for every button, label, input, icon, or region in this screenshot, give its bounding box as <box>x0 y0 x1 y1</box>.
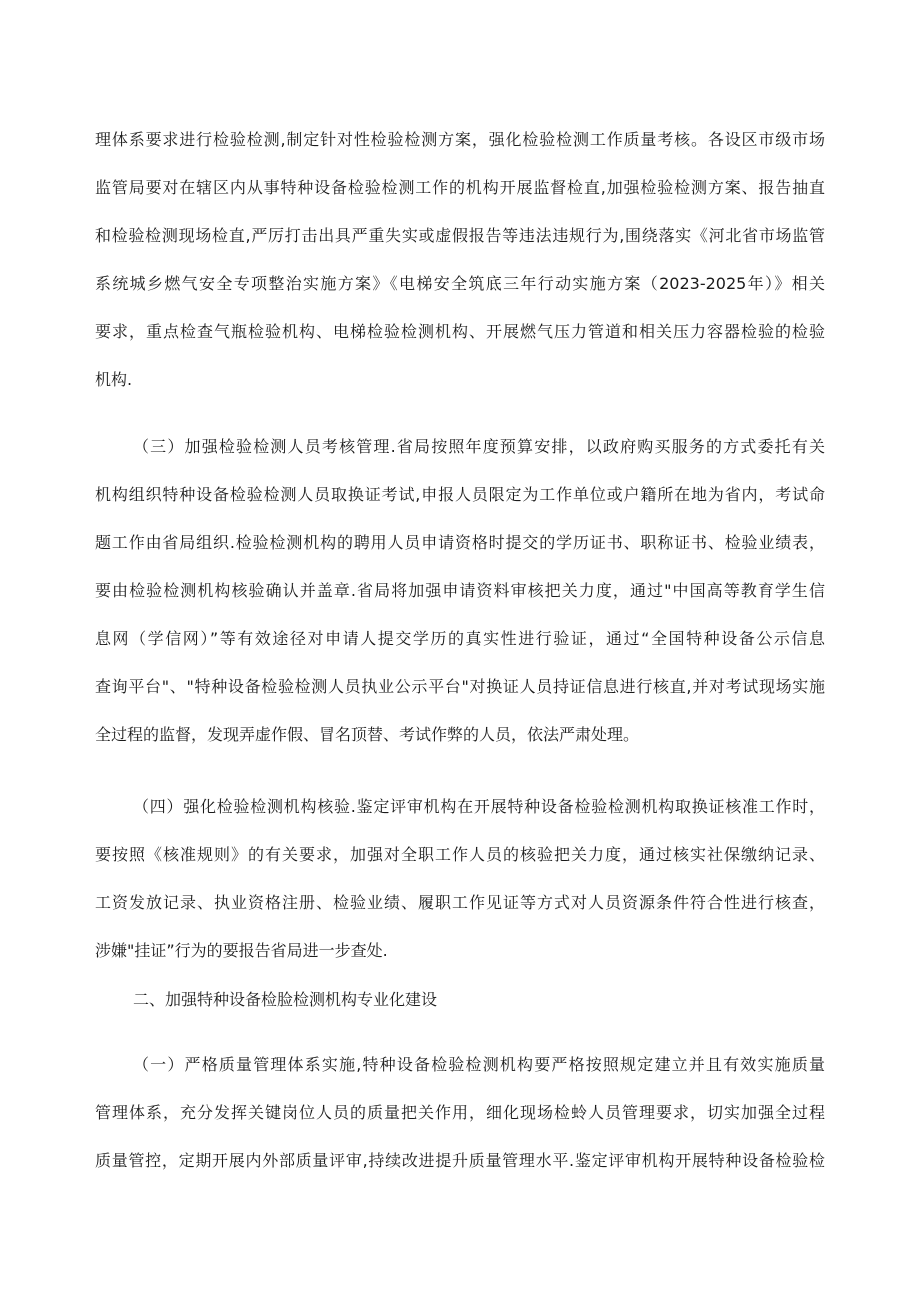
paragraph-line: 理体系要求进行检验检测,制定针对性检验检测方案，强化检验检测工作质量考核。各设区市级市场 <box>95 130 825 149</box>
paragraph-line: 机构. <box>95 370 133 389</box>
paragraph-line: 监管局要对在辖区内从事特种设备检验检测工作的机构开展监督检直,加强检验检测方案、报告抽直 <box>95 178 825 197</box>
paragraph-line: 要求，重点检查气瓶检验机构、电梯检验检测机构、开展燃气压力管道和相关压力容器检验的检验 <box>95 322 825 341</box>
document-body <box>95 116 825 1185</box>
paragraph-line: （一）严格质量管理体系实施,特种设备检验检测机构要严格按照规定建立并且有效实施质量 <box>133 1055 825 1074</box>
paragraph-line: 工资发放记录、执业资格注册、检验业绩、履职工作见证等方式对人员资源条件符合性进行核查， <box>95 893 825 912</box>
paragraph-line: 要由检验检测机构核验确认并盖章.省局将加强申请资料审核把关力度，通过"中国高等教育学生信 <box>95 581 825 600</box>
paragraph-line: 要按照《核准规则》的有关要求，加强对全职工作人员的核验把关力度，通过核实社保缴纳记录、 <box>95 845 825 864</box>
paragraph-line: 管理体系，充分发挥关键岗位人员的质量把关作用，细化现场检蛉人员管理要求，切实加强全过程 <box>95 1103 825 1122</box>
paragraph-line: 质量管控，定期开展内外部质量评审,持续改进提升质量管理水平.鉴定评审机构开展特种设备检验检 <box>95 1151 825 1170</box>
section-heading: 二、加强特种设备检脸检测机构专业化建设 <box>133 990 438 1009</box>
paragraph-continued <box>95 116 825 404</box>
paragraph-line: 机构组织特种设备检验检测人员取换证考试,申报人员限定为工作单位或户籍所在地为省内，考试命 <box>95 485 825 504</box>
paragraph-item-1 <box>95 1041 825 1185</box>
paragraph-line: 题工作由省局组织.检验检测机构的聘用人员申请资格时提交的学历证书、职称证书、检验业绩表， <box>95 533 825 552</box>
paragraph-line: 全过程的监督，发现弄虚作假、冒名顶替、考试作弊的人员，依法严肃处理。 <box>95 725 640 744</box>
paragraph-line: 查询平台"、"特种设备检验检测人员执业公示平台"对换证人员持证信息进行核直,并对考试现场实施 <box>95 677 825 696</box>
paragraph-line: 系统城乡燃气安全专项整治实施方案》《电梯安全筑底三年行动实施方案（2023-2025年）》相关 <box>95 274 825 293</box>
paragraph-line: 和检验检测现场检直,严厉打击出具严重失实或虚假报告等违法违规行为,围绕落实《河北省市场监管 <box>95 226 825 245</box>
paragraph-item-4 <box>95 783 825 975</box>
section-heading-block <box>95 976 825 1024</box>
paragraph-line: （四）强化检验检测机构核验.鉴定评审机构在开展特种设备检验检测机构取换证核准工作时， <box>133 797 825 816</box>
paragraph-line: （三）加强检验检测人员考核管理.省局按照年度预算安排，以政府购买服务的方式委托有关 <box>133 437 825 456</box>
paragraph-item-3 <box>95 423 825 759</box>
paragraph-line: 涉嫌"挂证”行为的要报告省局进一步查处. <box>95 941 388 960</box>
paragraph-line: 息网（学信网）”等有效途径对申请人提交学历的真实性进行验证，通过“全国特种设备公示信息 <box>95 629 825 648</box>
